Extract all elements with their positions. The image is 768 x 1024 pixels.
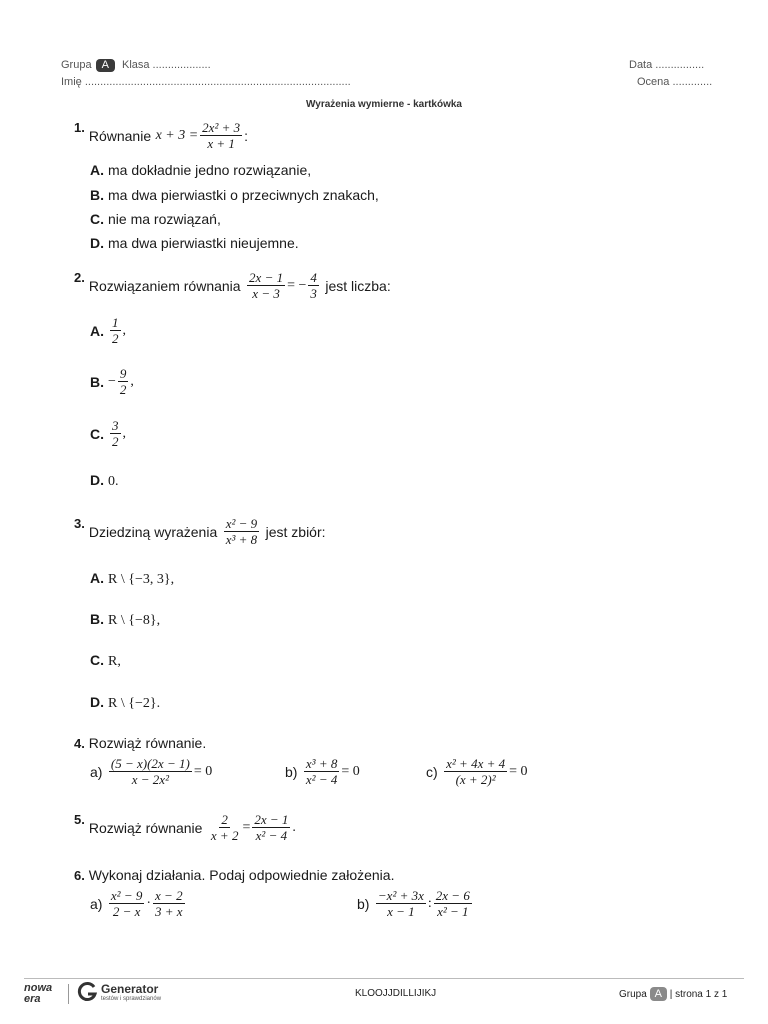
answer-text: ma dwa pierwiastki o przeciwnych znakach, [108, 187, 379, 203]
question-number: 3. [74, 516, 85, 531]
denominator: x − 3 [252, 286, 280, 301]
answer-2a [90, 315, 126, 346]
logo-divider [68, 984, 69, 1004]
question-text: Równanie [88, 127, 152, 144]
generator-subtitle: testów i sprawdzianów [101, 996, 162, 1002]
denominator: x − 1 [387, 904, 415, 919]
punct: : [244, 127, 249, 144]
math-rhs: = 0 [341, 763, 360, 779]
denominator: 2 [112, 331, 119, 346]
question-text: Rozwiąż równanie. [88, 735, 207, 751]
ocena-field: Ocena ............. [637, 76, 713, 88]
fraction [118, 366, 129, 397]
answer-text: R \ {−8}, [108, 613, 161, 628]
answer-label: B. [90, 187, 104, 203]
answer-label: B. [90, 611, 104, 627]
numerator: x² + 4x + 4 [446, 756, 506, 771]
fraction [434, 888, 472, 919]
denominator: x² − 4 [255, 828, 288, 843]
answer-text: R \ {−3, 3}, [108, 572, 175, 587]
generator-g-icon [76, 982, 98, 1004]
nowa-era-logo: nowa era [24, 982, 53, 1005]
numerator: x³ + 8 [305, 756, 338, 771]
denominator: 2 − x [112, 904, 141, 919]
numerator: 2x² + 3 [202, 120, 241, 135]
denominator: x − 2x² [131, 772, 169, 787]
question-number: 5. [74, 812, 85, 827]
answer-label: D. [90, 472, 104, 488]
punct: . [292, 819, 296, 835]
grupa-field [61, 59, 211, 72]
answer-1c [90, 211, 221, 227]
answer-2d [90, 472, 119, 490]
footer-grupa-label: Grupa [619, 989, 647, 1000]
fraction [444, 756, 507, 787]
question-text: Wykonaj działania. Podaj odpowiednie założenia. [88, 867, 395, 883]
task-label: b) [285, 763, 298, 780]
imie-field: Imię ....................................................................................... [61, 76, 351, 88]
task-label: b) [357, 895, 370, 912]
question-1 [74, 120, 248, 151]
math-operator: : [427, 895, 432, 911]
fraction [109, 756, 192, 787]
math-operator: = − [287, 277, 307, 293]
answer-label: A. [90, 570, 104, 586]
denominator: (x + 2)² [455, 772, 496, 787]
question-number: 2. [74, 270, 85, 285]
punct: , [122, 322, 126, 338]
answer-text: R, [108, 654, 121, 669]
answer-1a [90, 162, 311, 178]
numerator: x − 2 [155, 888, 183, 903]
math-lhs: x + 3 = [155, 127, 199, 143]
denominator: 3 [310, 286, 317, 301]
question-number: 1. [74, 120, 85, 135]
data-field: Data ................ [629, 59, 705, 71]
answer-label: C. [90, 211, 104, 227]
question-text: Dziedziną wyrażenia [88, 523, 218, 540]
grupa-badge: A [96, 59, 115, 72]
answer-3d [90, 694, 160, 712]
question-number: 6. [74, 868, 85, 883]
fraction [110, 418, 121, 449]
question-text: Rozwiąż równanie [88, 819, 203, 836]
footer-grupa-badge: A [650, 987, 667, 1001]
question-3 [74, 516, 326, 547]
numerator: 2x − 1 [254, 812, 289, 827]
task-6a [90, 888, 187, 919]
numerator: 2x − 1 [249, 270, 284, 285]
answer-text: ma dokładnie jedno rozwiązanie, [108, 162, 312, 178]
numerator: 2 [221, 812, 228, 827]
denominator: x + 1 [207, 136, 235, 151]
denominator: x² − 4 [305, 772, 338, 787]
denominator: x + 2 [210, 828, 239, 843]
page-title: Wyrażenia wymierne - kartkówka [306, 99, 462, 110]
task-4a [90, 756, 212, 787]
fraction [247, 270, 285, 301]
numerator: 3 [112, 418, 119, 433]
generator-title: Generator [101, 982, 159, 996]
math-operator: · [146, 895, 152, 911]
math-rhs: = 0 [193, 763, 213, 779]
fraction [109, 888, 144, 919]
fraction [200, 120, 242, 151]
answer-1b [90, 187, 379, 203]
denominator: 2 [112, 434, 119, 449]
answer-label: A. [90, 322, 104, 339]
task-6b [357, 888, 474, 919]
punct: , [130, 373, 134, 389]
task-label: c) [426, 763, 438, 780]
task-label: a) [90, 763, 103, 780]
question-4 [74, 735, 206, 751]
answer-label: B. [90, 373, 104, 390]
denominator: 3 + x [155, 904, 183, 919]
answer-text: 0. [108, 474, 119, 489]
fraction [308, 270, 319, 301]
fraction [252, 812, 290, 843]
question-tail: jest liczba: [325, 277, 391, 294]
fraction [209, 812, 241, 843]
answer-text: ma dwa pierwiastki nieujemne. [108, 235, 299, 251]
numerator: (5 − x)(2x − 1) [110, 756, 190, 771]
math-rhs: = 0 [509, 763, 528, 779]
question-text: Rozwiązaniem równania [88, 277, 241, 294]
answer-3b [90, 611, 160, 629]
answer-text: nie ma rozwiązań, [108, 211, 221, 227]
answer-text: R \ {−2}. [108, 696, 161, 711]
numerator: 2x − 6 [435, 888, 470, 903]
footer-grupa [619, 987, 727, 1001]
answer-2c [90, 418, 126, 449]
question-number: 4. [74, 736, 85, 751]
task-4b [285, 756, 360, 787]
page-number: | strona 1 z 1 [669, 989, 728, 1000]
generator-logo [76, 982, 98, 1004]
denominator: x³ + 8 [225, 532, 258, 547]
question-6 [74, 867, 394, 883]
answer-3a [90, 570, 174, 588]
fraction [304, 756, 339, 787]
denominator: x² − 1 [437, 904, 469, 919]
footer-divider [24, 978, 744, 979]
task-4c [426, 756, 528, 787]
answer-label: C. [90, 652, 104, 668]
denominator: 2 [119, 382, 127, 397]
answer-label: A. [90, 162, 104, 178]
punct: , [122, 425, 126, 441]
question-5 [74, 812, 296, 843]
math-sign: − [108, 373, 116, 389]
fraction [224, 516, 259, 547]
klasa-field: Klasa ................... [121, 59, 211, 71]
answer-2b [90, 366, 134, 397]
grupa-label: Grupa [61, 59, 92, 71]
answer-label: D. [90, 235, 104, 251]
answer-label: D. [90, 694, 104, 710]
numerator: 1 [112, 315, 119, 330]
numerator: 4 [310, 270, 317, 285]
question-tail: jest zbiór: [265, 523, 326, 540]
test-code: KLOOJJDILLIJIKJ [355, 988, 437, 999]
fraction [110, 315, 121, 346]
math-operator: = [242, 819, 251, 835]
answer-1d [90, 235, 299, 251]
numerator: x² − 9 [225, 516, 258, 531]
task-label: a) [90, 895, 103, 912]
numerator: x² − 9 [110, 888, 143, 903]
answer-label: C. [90, 425, 104, 442]
numerator: −x² + 3x [377, 888, 424, 903]
fraction [153, 888, 185, 919]
answer-3c [90, 652, 121, 670]
numerator: 9 [119, 366, 127, 381]
question-2 [74, 270, 391, 301]
fraction [376, 888, 426, 919]
